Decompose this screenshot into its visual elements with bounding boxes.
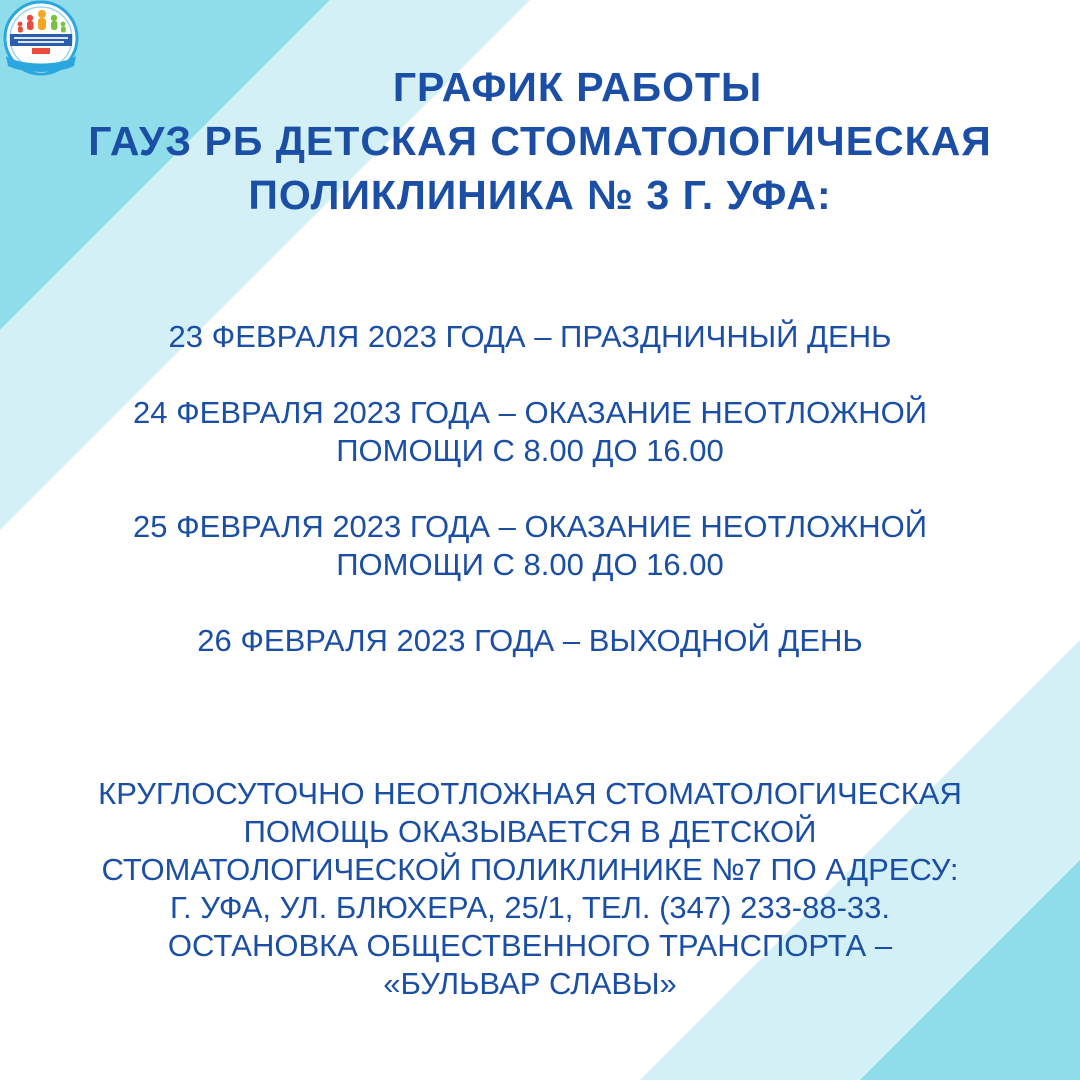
schedule-entry-text: 26 ФЕВРАЛЯ 2023 ГОДА – ВЫХОДНОЙ ДЕНЬ (197, 623, 863, 658)
note-line: ПОМОЩЬ ОКАЗЫВАЕТСЯ В ДЕТСКОЙ (243, 814, 817, 849)
schedule-entry-text: 25 ФЕВРАЛЯ 2023 ГОДА – ОКАЗАНИЕ НЕОТЛОЖНОЙ (133, 509, 927, 544)
note-line: «БУЛЬВАР СЛАВЫ» (383, 966, 677, 1001)
note-line: Г. УФА, УЛ. БЛЮХЕРА, 25/1, ТЕЛ. (347) 233-88-33. (169, 890, 891, 925)
note-line: КРУГЛОСУТОЧНО НЕОТЛОЖНАЯ СТОМАТОЛОГИЧЕСКАЯ (98, 776, 962, 811)
emergency-care-note (0, 775, 1060, 1003)
schedule-entry-text: 23 ФЕВРАЛЯ 2023 ГОДА – ПРАЗДНИЧНЫЙ ДЕНЬ (168, 319, 892, 354)
schedule-entry-feb-23 (0, 318, 1060, 356)
title-line-2: ГАУЗ РБ ДЕТСКАЯ СТОМАТОЛОГИЧЕСКАЯ (88, 118, 992, 164)
schedule-entry-feb-25 (0, 508, 1060, 584)
title-line-1: ГРАФИК РАБОТЫ (392, 64, 763, 110)
schedule-list (0, 318, 1060, 698)
schedule-entry-text: 24 ФЕВРАЛЯ 2023 ГОДА – ОКАЗАНИЕ НЕОТЛОЖНОЙ (133, 395, 927, 430)
note-line: СТОМАТОЛОГИЧЕСКОЙ ПОЛИКЛИНИКЕ №7 ПО АДРЕСУ: (101, 852, 959, 887)
title-line-3: ПОЛИКЛИНИКА № 3 Г. УФА: (248, 172, 832, 218)
schedule-entry-text: ПОМОЩИ С 8.00 ДО 16.00 (336, 433, 724, 468)
schedule-entry-feb-24 (0, 394, 1060, 470)
schedule-entry-feb-26 (0, 622, 1060, 660)
schedule-entry-text: ПОМОЩИ С 8.00 ДО 16.00 (336, 547, 724, 582)
note-line: ОСТАНОВКА ОБЩЕСТВЕННОГО ТРАНСПОРТА – (167, 928, 893, 963)
page-title (0, 60, 1080, 222)
